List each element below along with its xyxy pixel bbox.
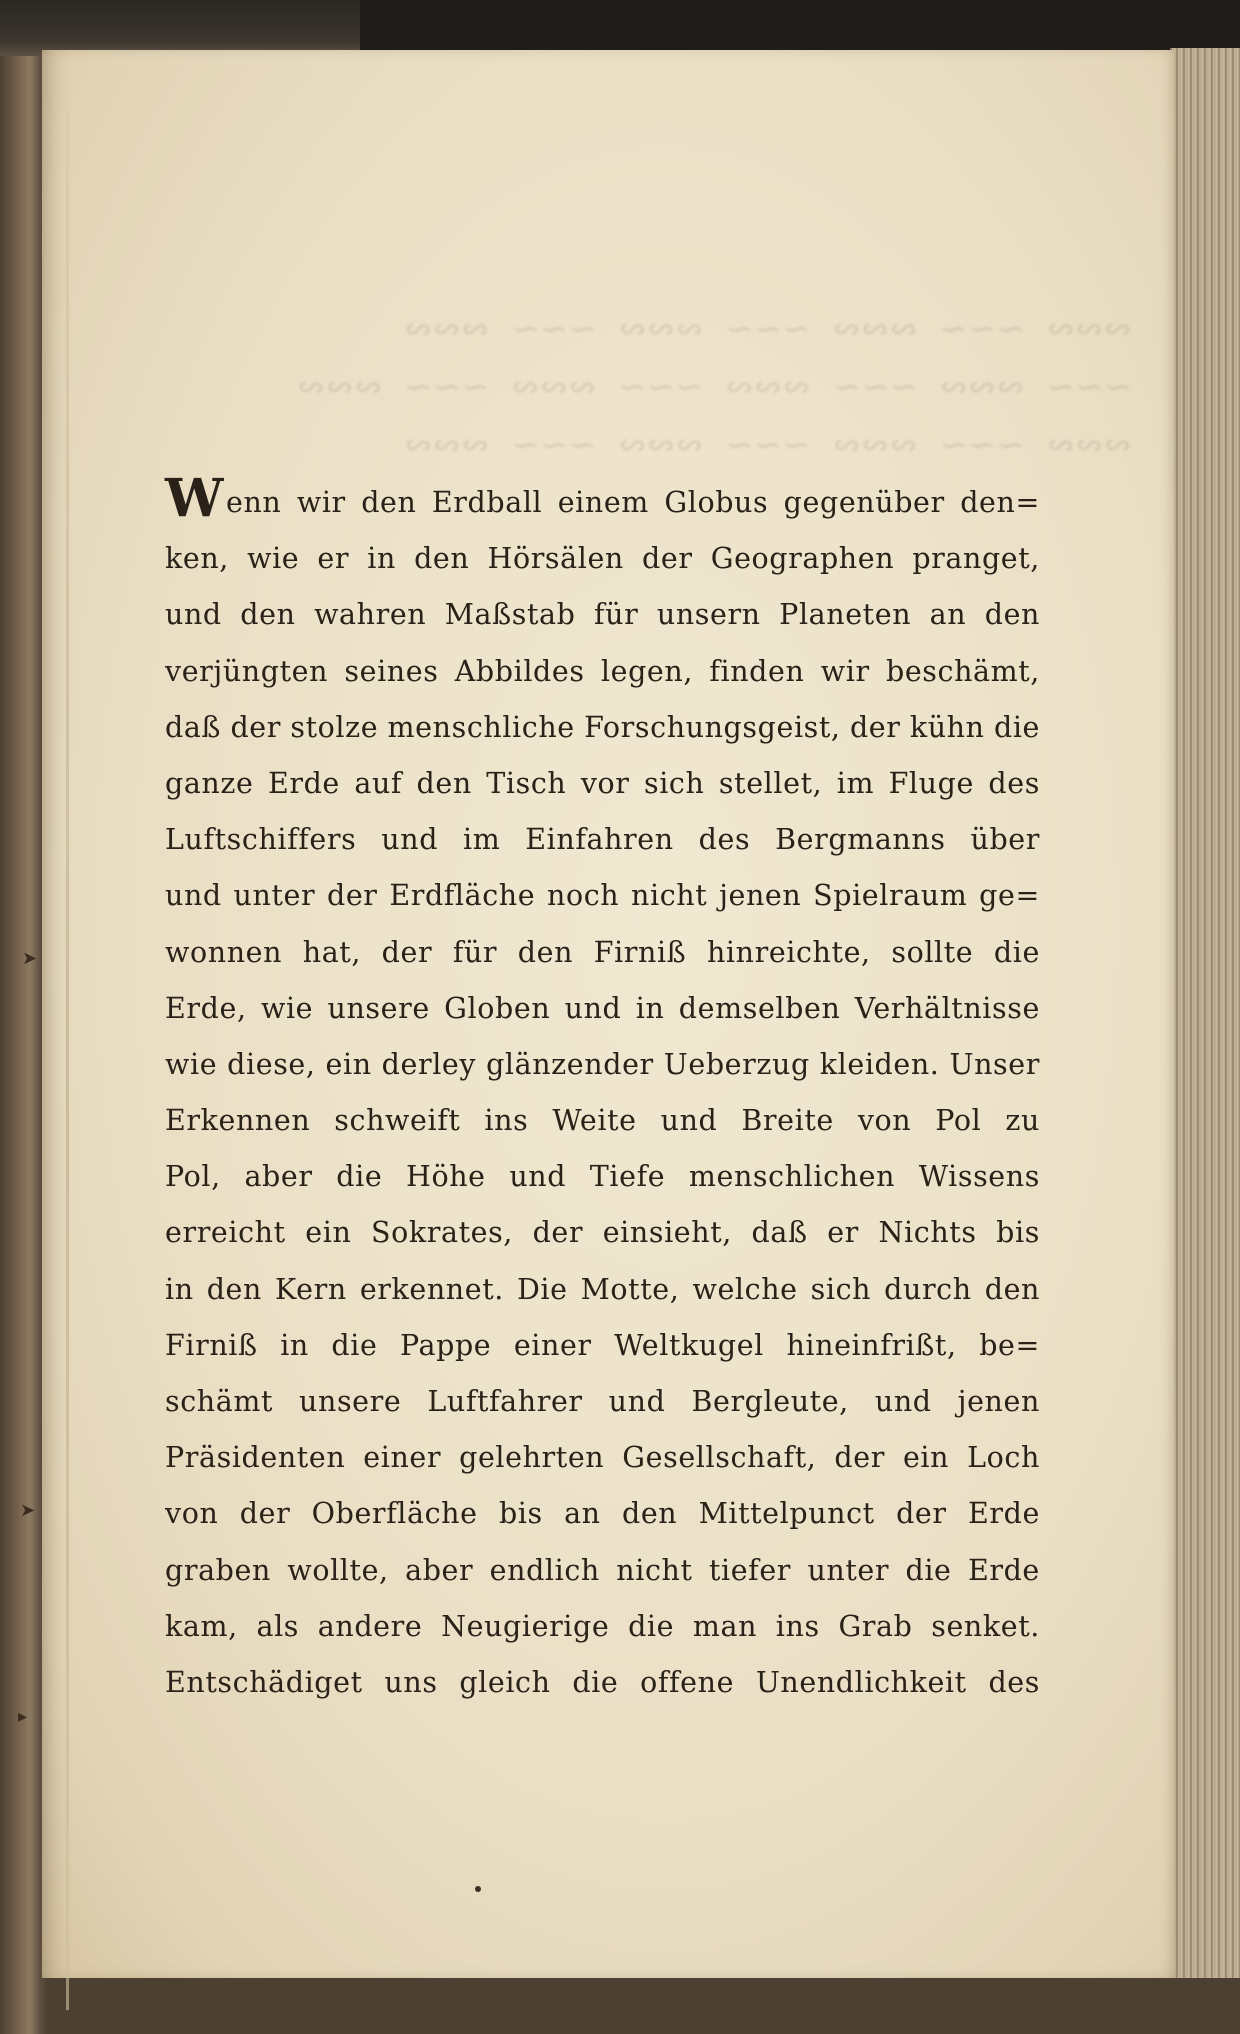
text-line: ganze Erde auf den Tisch vor sich stellet, im Fluge des <box>165 766 1040 800</box>
book-top-edge <box>0 0 1240 56</box>
margin-mark: ➤ <box>20 1500 36 1521</box>
text-line: Erkennen schweift ins Weite und Breite von Pol zu <box>165 1104 1040 1138</box>
text-line: wie diese, ein derley glänzender Ueberzug kleiden. Unser <box>165 1047 1040 1081</box>
text-line: schämt unsere Luftfahrer und Bergleute, und jenen <box>165 1385 1040 1418</box>
text-line: Erde, wie unsere Globen und in demselben Verhältnisse <box>165 991 1040 1025</box>
text-line: Wenn wir den Erdball einem Globus gegenüber den= <box>165 468 1040 529</box>
text-line: daß der stolze menschliche Forschungsgeist, der kühn die <box>165 710 1040 744</box>
text-line: Präsidenten einer gelehrten Gesellschaft, der ein Loch <box>165 1441 1040 1475</box>
page-edges <box>1170 48 1240 1978</box>
top-shadow <box>360 0 1240 56</box>
text-line: Firniß in die Pappe einer Weltkugel hineinfrißt, be= <box>165 1328 1040 1362</box>
text-line: graben wollte, aber endlich nicht tiefer unter die Erde <box>165 1553 1040 1587</box>
text-line: wonnen hat, der für den Firniß hinreichte, sollte die <box>165 935 1040 969</box>
body-text <box>165 468 1040 1711</box>
text-line: ken, wie er in den Hörsälen der Geographen pranget, <box>165 542 1040 576</box>
text-line: Entschädiget uns gleich die offene Unendlichkeit des <box>165 1665 1040 1699</box>
gutter-crease <box>66 110 69 2010</box>
text-line: Luftschiffers und im Einfahren des Bergmanns über <box>165 823 1040 857</box>
drop-cap: W <box>165 468 224 529</box>
text-line: in den Kern erkennet. Die Motte, welche sich durch den <box>165 1272 1040 1306</box>
margin-mark: ▸ <box>18 1706 28 1727</box>
text-line: kam, als andere Neugierige die man ins Grab senket. <box>165 1609 1040 1643</box>
text-line: von der Oberfläche bis an den Mittelpunct der Erde <box>165 1497 1040 1531</box>
margin-mark: ➤ <box>22 948 38 969</box>
show-through-text: ∾∾∾ ~~~ ∾∾∾ ~~~ ∾∾∾ ~~~ ∾∾∾ ~~~ ∾∾∾ ~~~ ∾∾∾ ~~~ ∾∾∾ ~~~ ∾∾∾ ∾∾∾ ~~~ ∾∾∾ ~~~ ∾∾∾ ~~~ ∾∾∾ <box>296 309 1132 465</box>
text-line: erreicht ein Sokrates, der einsieht, daß er Nichts bis <box>165 1216 1040 1250</box>
text-line: und unter der Erdfläche noch nicht jenen Spielraum ge= <box>165 879 1040 913</box>
text-line: Pol, aber die Höhe und Tiefe menschlichen Wissens <box>165 1160 1040 1194</box>
text-line: und den wahren Maßstab für unsern Planeten an den <box>165 598 1040 632</box>
page-mark-dot <box>475 1886 481 1892</box>
text-line: verjüngten seines Abbildes legen, finden wir beschämt, <box>165 654 1040 688</box>
